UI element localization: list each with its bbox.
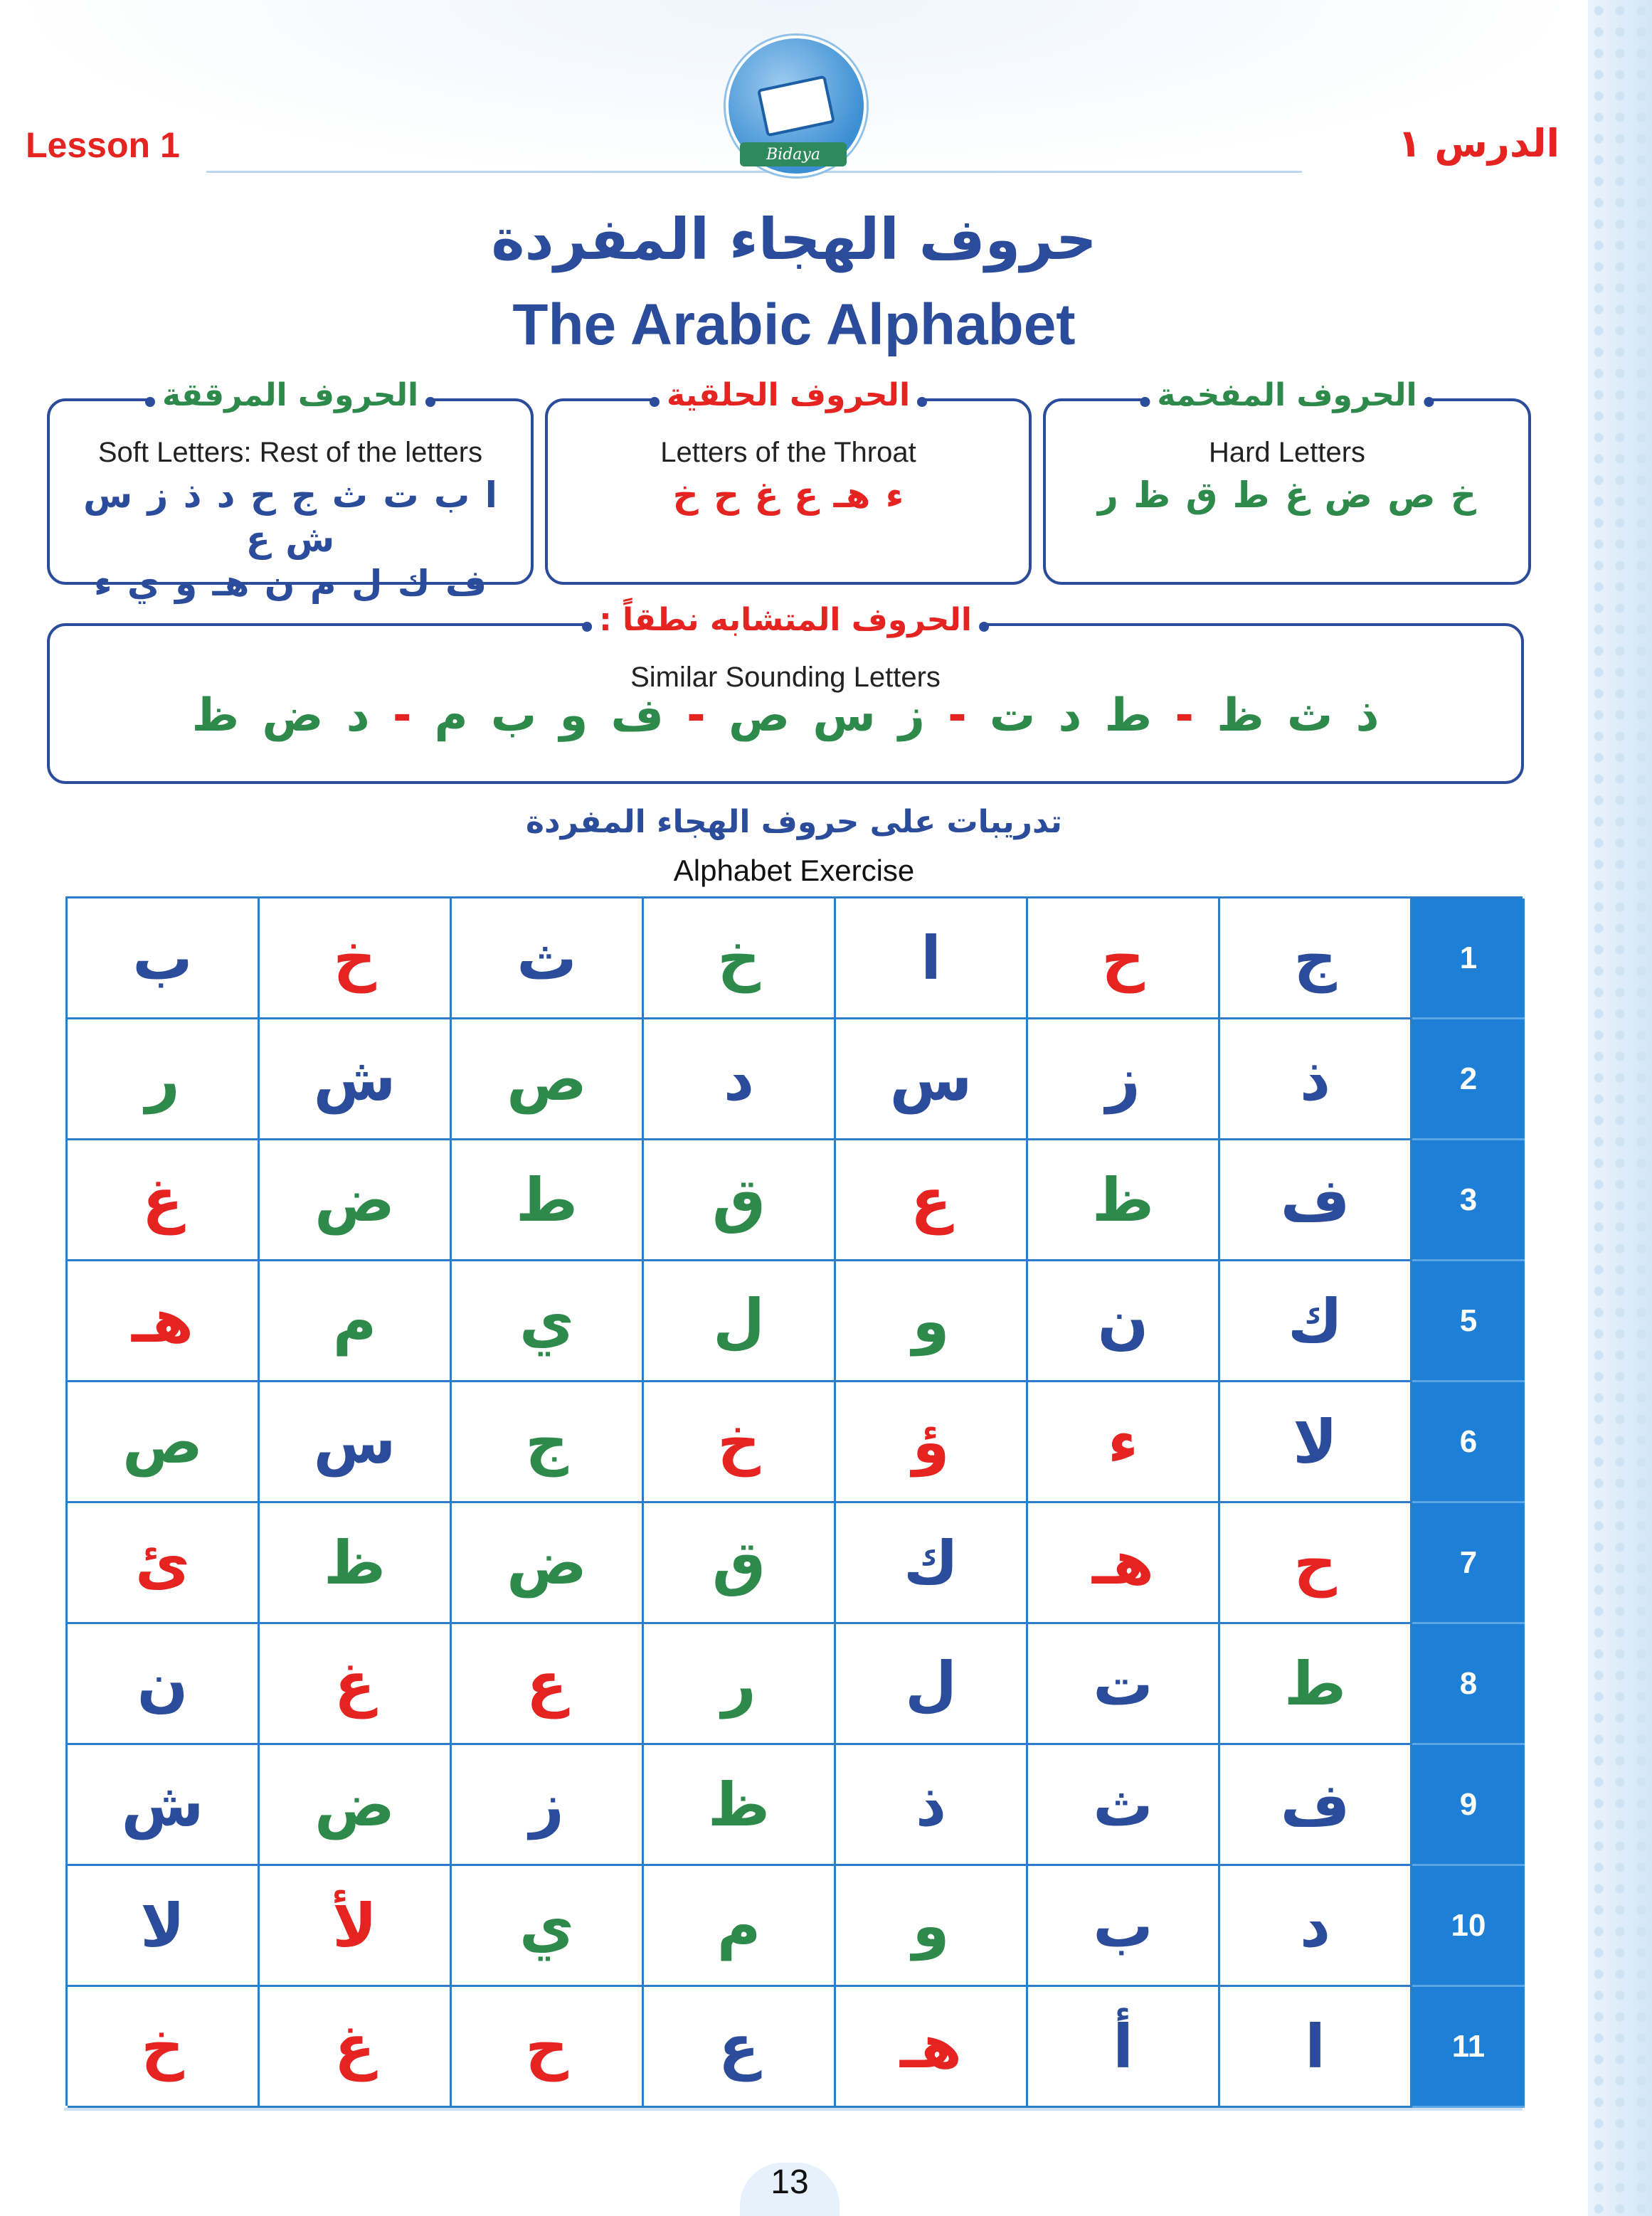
- letter-cell: هـ: [1028, 1503, 1220, 1624]
- letter-cell: ق: [644, 1503, 836, 1624]
- letter-cell: و: [836, 1261, 1028, 1382]
- letter-cell: ن: [68, 1624, 260, 1745]
- similar-group: ف و ب م: [434, 689, 664, 742]
- row-number: 10: [1412, 1866, 1525, 1987]
- row-number: 8: [1412, 1624, 1525, 1745]
- lesson-label-ar: الدرس ١: [1397, 121, 1560, 166]
- letter-cell: ك: [1220, 1261, 1412, 1382]
- letter-cell: ي: [452, 1866, 644, 1987]
- letter-cell: ظ: [260, 1503, 452, 1624]
- letter-cell: ث: [452, 898, 644, 1019]
- letter-cell: ا: [1220, 1987, 1412, 2108]
- letter-cell: ط: [1220, 1624, 1412, 1745]
- decorative-border: [1588, 0, 1652, 2216]
- letter-cell: س: [836, 1019, 1028, 1140]
- letter-cell: غ: [260, 1624, 452, 1745]
- header-divider: [206, 171, 1302, 173]
- page-title-en: The Arabic Alphabet: [512, 292, 1076, 357]
- lesson-label-en: Lesson 1: [26, 125, 180, 165]
- letter-cell: ئ: [68, 1503, 260, 1624]
- similar-separator: -: [948, 689, 967, 742]
- similar-letters-heading: الحروف المتشابه نطقاً :: [588, 602, 983, 638]
- hard-letters-box: [1043, 377, 1531, 585]
- soft-letters-line-1: ا ب ت ث ج ح د ذ ز س ش ع: [83, 475, 497, 560]
- letter-cell: ب: [1028, 1866, 1220, 1987]
- letter-cell: ز: [452, 1745, 644, 1866]
- book-icon: [757, 75, 835, 137]
- letter-cell: ج: [1220, 898, 1412, 1019]
- letter-cell: ح: [1028, 898, 1220, 1019]
- soft-letters-label: Soft Letters: Rest of the letters: [97, 437, 483, 468]
- throat-letters-label: Letters of the Throat: [660, 437, 916, 468]
- hard-letters-label: Hard Letters: [1208, 437, 1366, 468]
- letter-cell: خ: [644, 898, 836, 1019]
- letter-cell: م: [644, 1866, 836, 1987]
- similar-letters-list: [50, 689, 1521, 742]
- letter-cell: هـ: [836, 1987, 1028, 2108]
- letter-cell: ض: [260, 1140, 452, 1261]
- row-number: 6: [1412, 1382, 1525, 1503]
- exercise-title-en: Alphabet Exercise: [673, 854, 915, 887]
- soft-letters-line-2: ف ك ل م ن هـ و ي ء: [93, 563, 487, 604]
- letter-cell: ط: [452, 1140, 644, 1261]
- letter-cell: ش: [260, 1019, 452, 1140]
- letter-cell: لا: [1220, 1382, 1412, 1503]
- similar-group: ط د ت: [989, 689, 1153, 742]
- letter-cell: د: [644, 1019, 836, 1140]
- letter-cell: ف: [1220, 1745, 1412, 1866]
- letter-cell: خ: [68, 1987, 260, 2108]
- letter-cell: ر: [644, 1624, 836, 1745]
- letter-cell: م: [260, 1261, 452, 1382]
- letter-cell: ح: [452, 1987, 644, 2108]
- letter-cell: ي: [452, 1261, 644, 1382]
- letter-cell: ص: [68, 1382, 260, 1503]
- soft-letters-box: [47, 377, 534, 604]
- row-number: 5: [1412, 1261, 1525, 1382]
- letter-cell: ج: [452, 1382, 644, 1503]
- letter-cell: ذ: [1220, 1019, 1412, 1140]
- letter-cell: ؤ: [836, 1382, 1028, 1503]
- letter-cell: ع: [836, 1140, 1028, 1261]
- footer-divider: [64, 2108, 1523, 2111]
- hard-letters-list: خ ص ض غ ط ق ظ ر: [1098, 475, 1476, 516]
- letter-cell: ق: [644, 1140, 836, 1261]
- throat-letters-box: [545, 377, 1032, 585]
- letter-cell: ك: [836, 1503, 1028, 1624]
- letter-cell: ر: [68, 1019, 260, 1140]
- letter-cell: ذ: [836, 1745, 1028, 1866]
- similar-letters-box: [47, 602, 1524, 784]
- hard-letters-heading: الحروف المفخمة: [1145, 377, 1428, 413]
- letter-cell: ظ: [644, 1745, 836, 1866]
- row-number: 7: [1412, 1503, 1525, 1624]
- letter-cell: ب: [68, 898, 260, 1019]
- row-number: 2: [1412, 1019, 1525, 1140]
- letter-cell: ف: [1220, 1140, 1412, 1261]
- similar-separator: -: [1175, 689, 1194, 742]
- letter-cell: س: [260, 1382, 452, 1503]
- similar-separator: -: [687, 689, 706, 742]
- soft-letters-heading: الحروف المرققة: [151, 377, 430, 413]
- letter-cell: ا: [836, 898, 1028, 1019]
- row-number: 11: [1412, 1987, 1525, 2108]
- letter-cell: ث: [1028, 1745, 1220, 1866]
- letter-cell: ح: [1220, 1503, 1412, 1624]
- throat-letters-heading: الحروف الحلقية: [655, 377, 921, 413]
- letter-cell: أ: [1028, 1987, 1220, 2108]
- logo-label: Bidaya: [740, 142, 847, 166]
- similar-separator: -: [392, 689, 412, 742]
- letter-cell: ظ: [1028, 1140, 1220, 1261]
- letter-cell: خ: [644, 1382, 836, 1503]
- letter-cell: د: [1220, 1866, 1412, 1987]
- similar-group: د ض ظ: [191, 689, 370, 742]
- exercise-title-ar: تدريبات على حروف الهجاء المفردة: [526, 804, 1062, 840]
- row-number: 9: [1412, 1745, 1525, 1866]
- letter-cell: ن: [1028, 1261, 1220, 1382]
- row-number: 3: [1412, 1140, 1525, 1261]
- similar-group: ذ ث ظ: [1217, 689, 1380, 742]
- letter-cell: ض: [452, 1503, 644, 1624]
- letter-cell: ش: [68, 1745, 260, 1866]
- letter-cell: ع: [644, 1987, 836, 2108]
- letter-cell: خ: [260, 898, 452, 1019]
- page-number: 13: [740, 2163, 840, 2216]
- letter-cell: لا: [68, 1866, 260, 1987]
- letter-cell: ل: [644, 1261, 836, 1382]
- letter-cell: ت: [1028, 1624, 1220, 1745]
- letter-cell: ض: [260, 1745, 452, 1866]
- row-number: 1: [1412, 898, 1525, 1019]
- letter-cell: ز: [1028, 1019, 1220, 1140]
- letter-cell: و: [836, 1866, 1028, 1987]
- page-title-ar: حروف الهجاء المفردة: [491, 206, 1097, 272]
- similar-letters-label: Similar Sounding Letters: [630, 662, 941, 693]
- letter-cell: غ: [68, 1140, 260, 1261]
- exercise-table: [65, 896, 1523, 2106]
- letter-cell: لأ: [260, 1866, 452, 1987]
- similar-group: ز س ص: [728, 689, 925, 742]
- letter-cell: ء: [1028, 1382, 1220, 1503]
- throat-letters-list: ء هـ ع غ ح خ: [672, 475, 904, 516]
- letter-cell: ع: [452, 1624, 644, 1745]
- letter-cell: ص: [452, 1019, 644, 1140]
- letter-cell: ل: [836, 1624, 1028, 1745]
- letter-cell: غ: [260, 1987, 452, 2108]
- letter-cell: هـ: [68, 1261, 260, 1382]
